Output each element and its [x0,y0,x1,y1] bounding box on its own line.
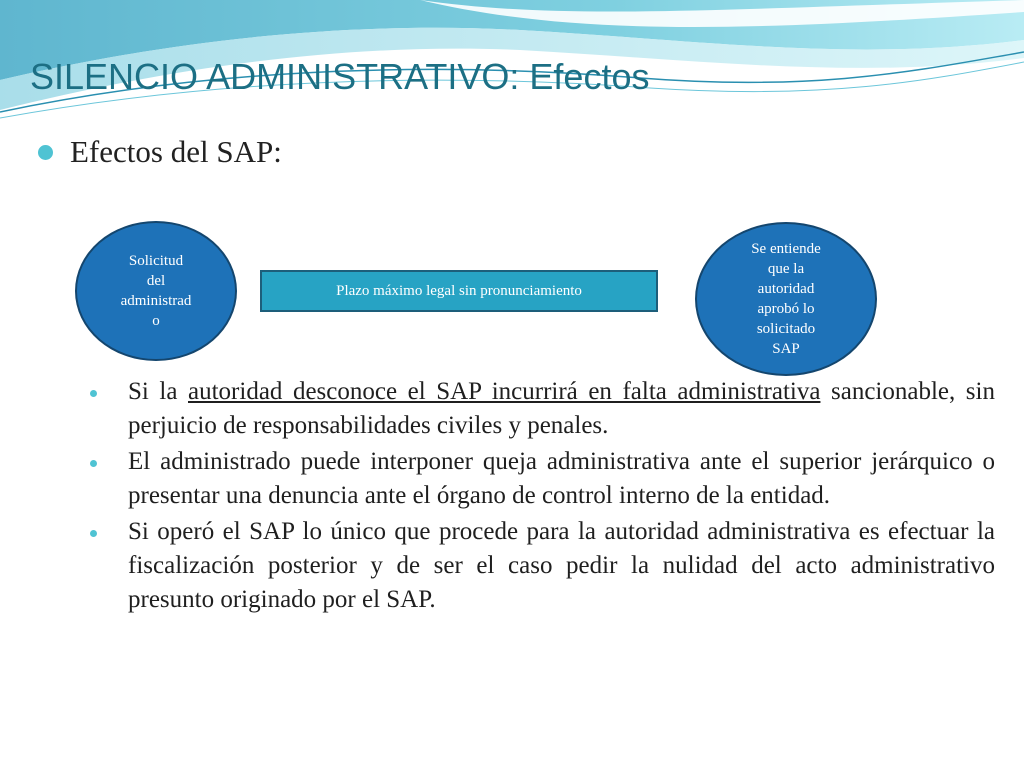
bullet-text: El administrado puede interponer queja administrativa ante el superior jerárquico o presentar una denuncia ante el órgano de control interno de la entidad. [128,448,995,509]
circle-line: del [146,273,166,289]
list-item [90,375,995,443]
bullet-text: Si operó el SAP lo único que procede para la autoridad administrativa es efectuar la fiscalización posterior y de ser el caso pedir la nulidad del acto administrativo presunto originado por el SAP. [128,518,995,613]
circle-line: Solicitud [128,253,184,269]
deadline-process-box: Plazo máximo legal sin pronunciamiento [260,270,658,312]
bullet-dot-icon [90,460,97,467]
list-item [90,445,995,513]
slide-title: SILENCIO ADMINISTRATIVO: Efectos [30,56,650,97]
circle-line: administrad [120,293,192,309]
heading-bullet-text: Efectos del SAP: [70,134,282,169]
circle-line: solicitado [756,321,816,337]
circle-line: que la [767,261,805,277]
bullet-prefix: Si la [128,378,188,405]
bullet-rest: sancionable, sin perjuicio de responsabilidades civiles y penales. [128,378,995,439]
bullet-dot-icon [38,145,53,160]
circle-line: SAP [772,341,800,357]
bullet-dot-icon [90,390,97,397]
bullet-dot-icon [90,530,97,537]
request-circle [75,221,237,361]
list-item [90,515,995,617]
circle-line: o [152,313,160,329]
circle-line: autoridad [757,281,815,297]
effects-list [90,375,995,619]
bullet-underlined-text: autoridad desconoce el SAP incurrirá en falta administrativa [188,378,821,405]
circle-line: aprobó lo [757,301,815,317]
circle-line: Se entiende [751,241,821,257]
heading-bullet [38,132,282,172]
approval-circle [695,222,877,376]
